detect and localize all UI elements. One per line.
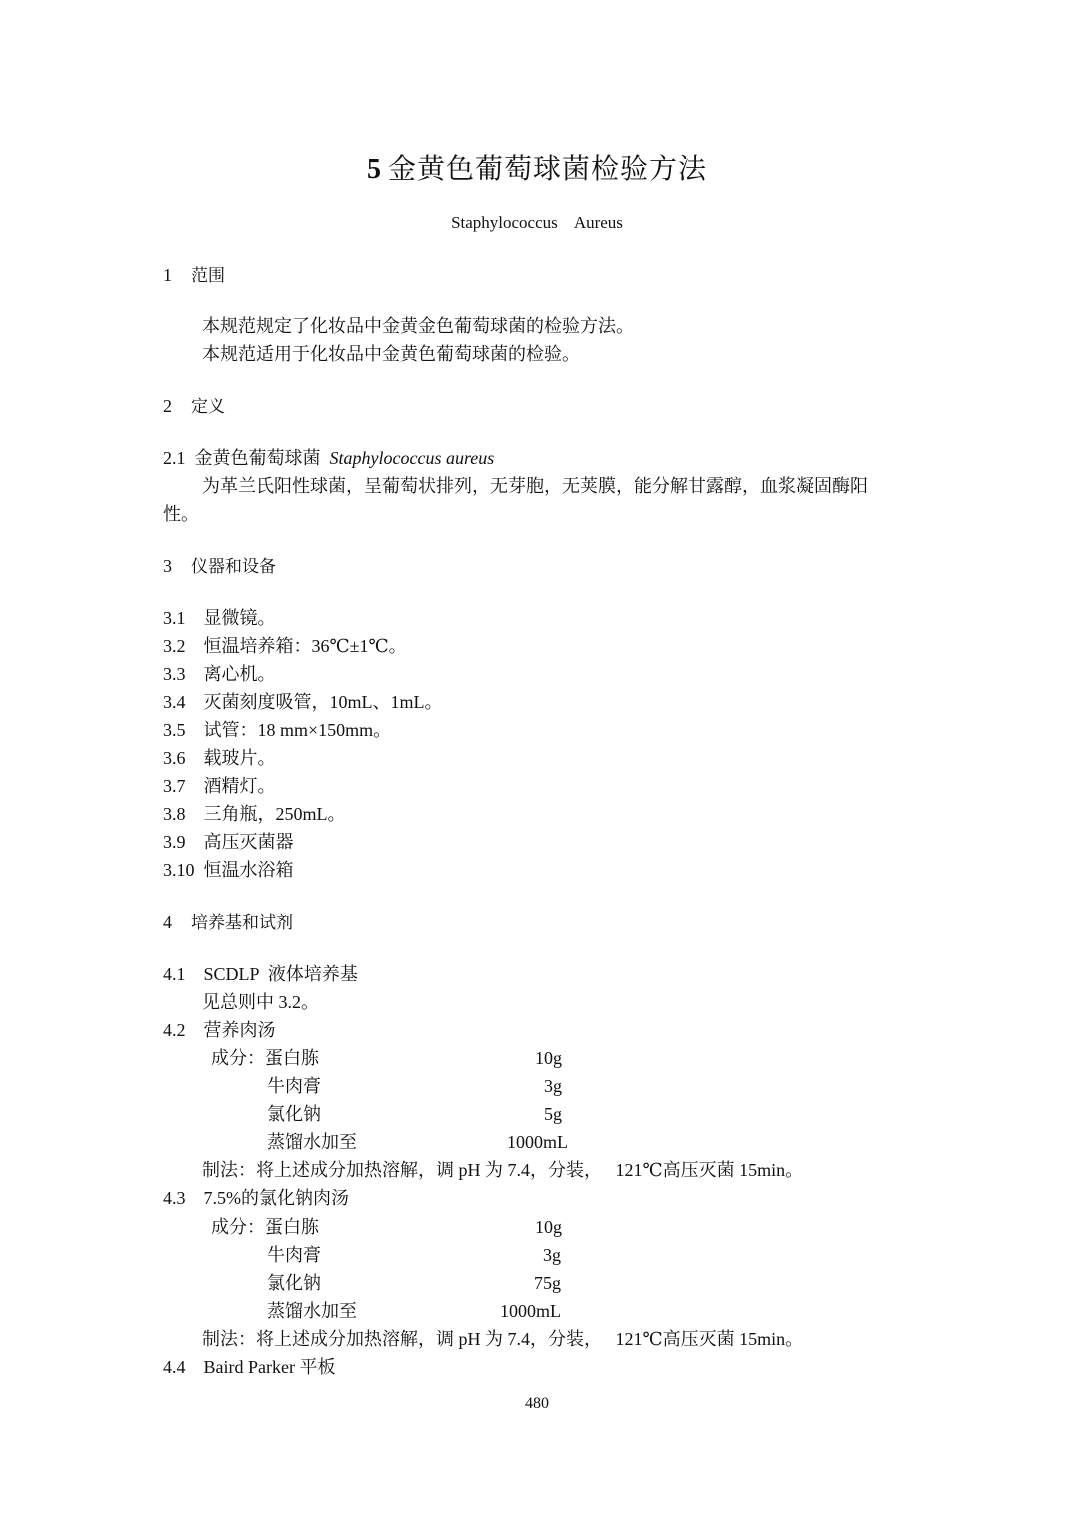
- definition-body: 为革兰氏阳性球菌，呈葡萄状排列，无芽胞，无荚膜，能分解甘露醇，血浆凝固酶阳: [202, 476, 868, 496]
- list-item: 3.10 恒温水浴箱: [163, 860, 294, 880]
- section-number: 1: [163, 265, 172, 285]
- page-number: 480: [525, 1395, 549, 1412]
- section-4-heading: [163, 910, 293, 935]
- subsection-heading: 4.3 7.5%的氯化钠肉汤: [163, 1188, 349, 1208]
- ingredient-amount: 3g: [544, 1076, 562, 1096]
- list-item: 3.9 高压灭菌器: [163, 832, 294, 852]
- ingredient-amount: 3g: [543, 1245, 561, 1265]
- section-title: 仪器和设备: [191, 557, 276, 577]
- title-text: 金黄色葡萄球菌检验方法: [387, 152, 707, 185]
- ingredient-name: 氯化钠: [267, 1104, 321, 1124]
- paragraph: 本规范规定了化妆品中金黄金色葡萄球菌的检验方法。: [202, 316, 634, 336]
- ingredient-name: 氯化钠: [267, 1273, 321, 1293]
- ingredient-amount: 10g: [535, 1217, 562, 1237]
- subsection-heading: 4.2 营养肉汤: [163, 1020, 276, 1040]
- subsection-heading: 4.4 Baird Parker 平板: [163, 1357, 336, 1377]
- list-item: 3.2 恒温培养箱：36℃±1℃。: [163, 636, 407, 656]
- section-1-heading: [163, 263, 225, 288]
- ingredient-name: 蒸馏水加至: [267, 1301, 357, 1321]
- definition-term: 2.1 金黄色葡萄球菌: [163, 448, 321, 468]
- paragraph: 本规范适用于化妆品中金黄色葡萄球菌的检验。: [202, 344, 580, 364]
- page-title: [0, 150, 1074, 189]
- list-item: 3.5 试管：18 mm×150mm。: [163, 720, 392, 740]
- section-3-heading: [163, 554, 276, 579]
- section-title: 范围: [191, 266, 225, 286]
- paragraph: 见总则中 3.2。: [202, 992, 319, 1012]
- section-title: 定义: [191, 397, 225, 417]
- ingredient-amount: 1000mL: [500, 1301, 561, 1321]
- definition-heading: [163, 446, 494, 470]
- section-number: 2: [163, 396, 172, 416]
- preparation-method: 制法：将上述成分加热溶解，调 pH 为 7.4，分装， 121℃高压灭菌 15min。: [202, 1160, 804, 1180]
- definition-body-cont: 性。: [163, 504, 199, 524]
- ingredient-name: 成分：蛋白胨: [211, 1048, 319, 1068]
- ingredient-amount: 1000mL: [507, 1132, 568, 1152]
- section-title: 培养基和试剂: [191, 913, 293, 933]
- title-number: 5: [366, 154, 381, 185]
- section-number: 3: [163, 556, 172, 576]
- ingredient-name: 蒸馏水加至: [267, 1132, 357, 1152]
- section-number: 4: [163, 912, 172, 932]
- list-item: 3.4 灭菌刻度吸管，10mL、1mL。: [163, 692, 443, 712]
- section-2-heading: [163, 394, 225, 419]
- list-item: 3.1 显微镜。: [163, 608, 276, 628]
- ingredient-name: 牛肉膏: [267, 1245, 321, 1265]
- ingredient-name: 牛肉膏: [267, 1076, 321, 1096]
- ingredient-amount: 5g: [544, 1104, 562, 1124]
- list-item: 3.3 离心机。: [163, 664, 276, 684]
- definition-latin-name: Staphylococcus aureus: [329, 448, 495, 468]
- preparation-method: 制法：将上述成分加热溶解，调 pH 为 7.4，分装， 121℃高压灭菌 15min。: [202, 1329, 804, 1349]
- ingredient-amount: 75g: [534, 1273, 561, 1293]
- list-item: 3.8 三角瓶，250mL。: [163, 804, 346, 824]
- ingredient-name: 成分：蛋白胨: [211, 1217, 319, 1237]
- page-subtitle: Staphylococcus Aureus: [451, 213, 623, 232]
- list-item: 3.6 载玻片。: [163, 748, 276, 768]
- list-item: 3.7 酒精灯。: [163, 776, 276, 796]
- subsection-heading: 4.1 SCDLP 液体培养基: [163, 964, 358, 984]
- ingredient-amount: 10g: [535, 1048, 562, 1068]
